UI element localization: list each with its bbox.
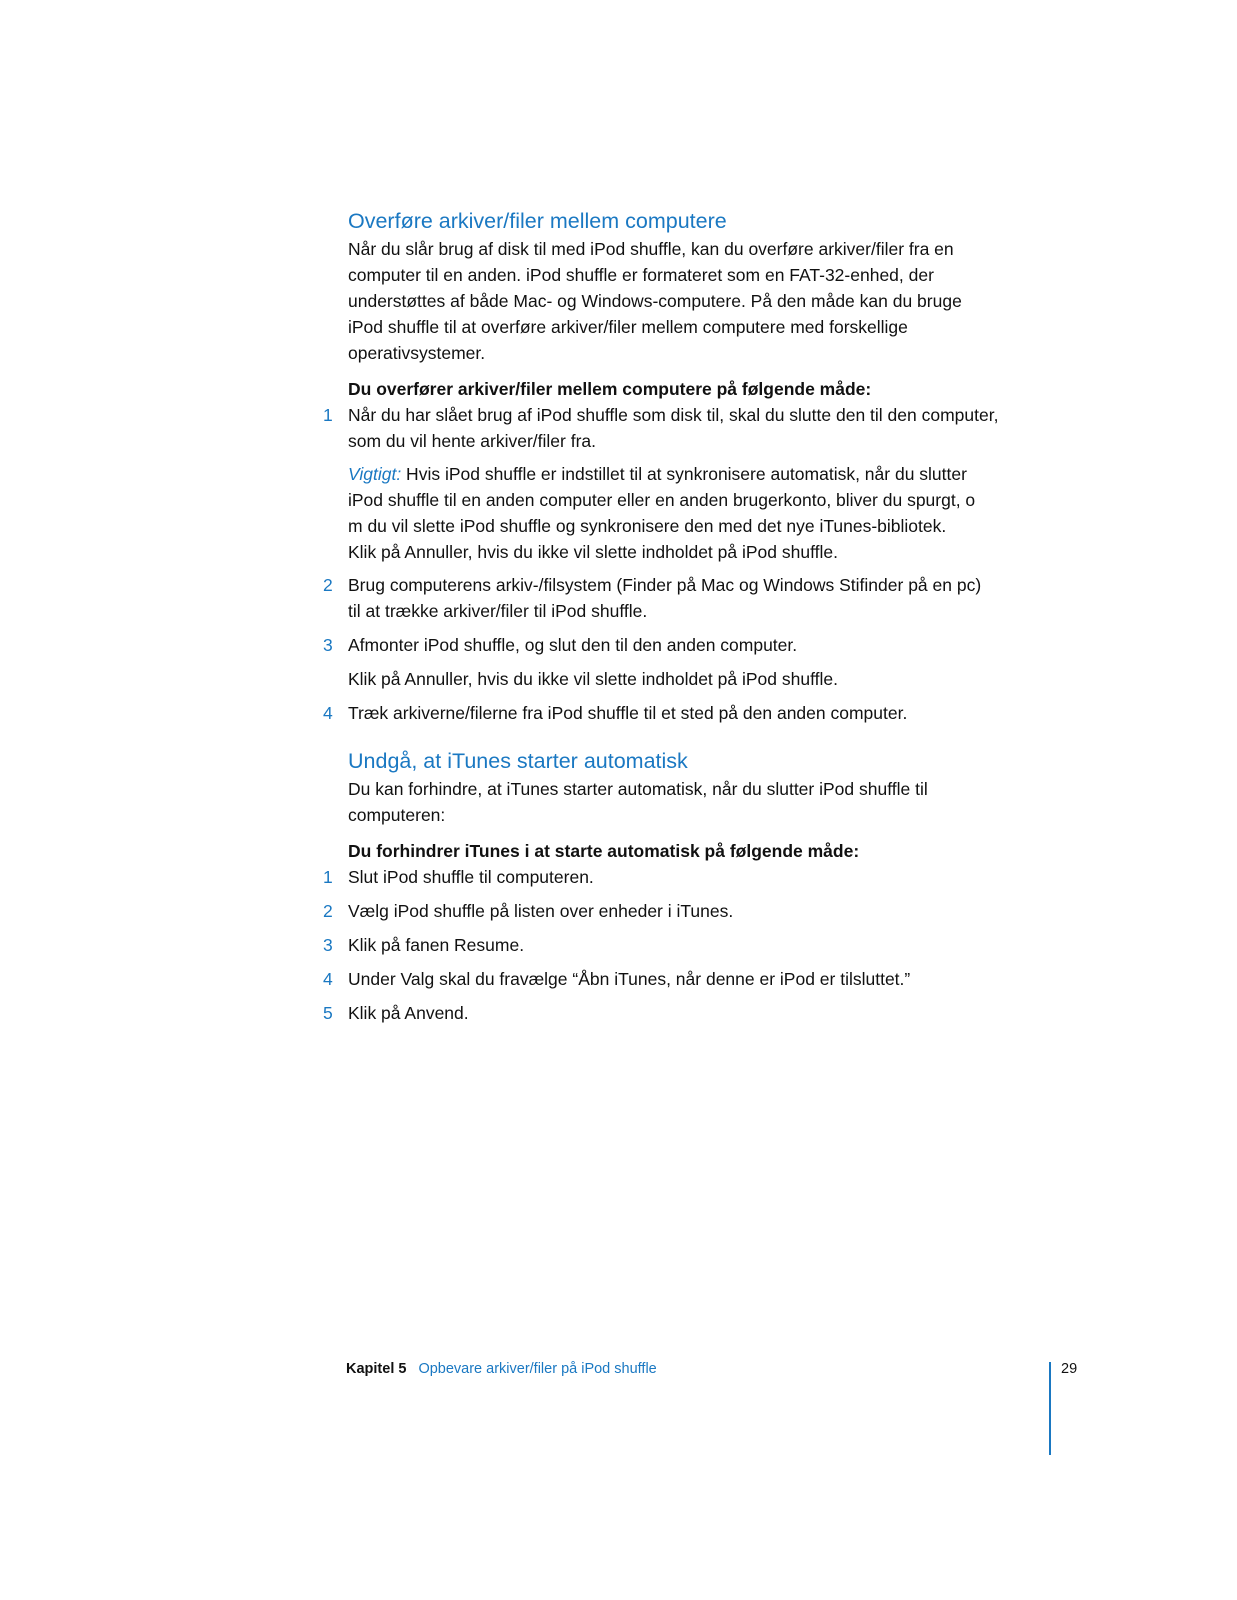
step-note: Klik på Annuller, hvis du ikke vil slette indholdet på iPod shuffle. <box>348 669 838 689</box>
important-text-line: m du vil slette iPod shuffle og synkronisere den med det nye iTunes-bibliotek. <box>348 516 947 536</box>
procedure-lead-itunes: Du forhindrer iTunes i at starte automatisk på følgende måde: <box>348 841 860 861</box>
step-item <box>323 864 1048 890</box>
step-number: 4 <box>323 969 333 989</box>
step-text: Klik på Anvend. <box>348 1003 469 1023</box>
intro-line: Når du slår brug af disk til med iPod shuffle, kan du overføre arkiver/filer fra en <box>348 239 954 259</box>
step-number: 3 <box>323 635 333 655</box>
step-item <box>323 898 1048 924</box>
step-item <box>323 1000 1048 1026</box>
step-number: 5 <box>323 1003 333 1023</box>
footer-divider <box>1049 1362 1051 1455</box>
important-text-line: Klik på Annuller, hvis du ikke vil slette indholdet på iPod shuffle. <box>348 542 838 562</box>
step-text: Afmonter iPod shuffle, og slut den til den anden computer. <box>348 635 798 655</box>
step-text-line: som du vil hente arkiver/filer fra. <box>348 431 597 451</box>
intro-line: iPod shuffle til at overføre arkiver/filer mellem computere med forskellige <box>348 317 908 337</box>
important-label: Vigtigt: <box>348 464 402 484</box>
section-intro-itunes <box>348 776 1048 828</box>
step-item <box>323 700 1048 726</box>
step-text-line: Når du har slået brug af iPod shuffle som disk til, skal du slutte den til den computer, <box>348 405 999 425</box>
step-number: 3 <box>323 935 333 955</box>
intro-line: Du kan forhindre, at iTunes starter automatisk, når du slutter iPod shuffle til <box>348 779 928 799</box>
step-item <box>323 572 1048 624</box>
step-item <box>323 932 1048 958</box>
step-number: 4 <box>323 703 333 723</box>
step-item <box>323 966 1048 992</box>
intro-line: computeren: <box>348 805 446 825</box>
page-content <box>323 206 1048 1026</box>
step-text: Vælg iPod shuffle på listen over enheder i iTunes. <box>348 901 734 921</box>
intro-line: operativsystemer. <box>348 343 486 363</box>
section-heading-itunes: Undgå, at iTunes starter automatisk <box>348 749 688 773</box>
footer-chapter: Kapitel 5 <box>346 1361 407 1377</box>
step-text: Slut iPod shuffle til computeren. <box>348 867 594 887</box>
section-intro-transfer <box>348 236 1048 366</box>
important-note <box>348 461 1048 565</box>
step-item <box>323 402 1048 454</box>
step-text-line: til at trække arkiver/filer til iPod shuffle. <box>348 601 648 621</box>
step-text-line: Brug computerens arkiv-/filsystem (Finder på Mac og Windows Stifinder på en pc) <box>348 575 982 595</box>
step-number: 1 <box>323 405 333 425</box>
step-number: 2 <box>323 901 333 921</box>
step-text: Klik på fanen Resume. <box>348 935 525 955</box>
step-number: 1 <box>323 867 333 887</box>
page-footer <box>346 1361 657 1377</box>
step-number: 2 <box>323 575 333 595</box>
step-text: Træk arkiverne/filerne fra iPod shuffle til et sted på den anden computer. <box>348 703 908 723</box>
procedure-lead-transfer: Du overfører arkiver/filer mellem computere på følgende måde: <box>348 379 872 399</box>
step-item <box>323 632 1048 658</box>
step-text: Under Valg skal du fravælge “Åbn iTunes, når denne er iPod er tilsluttet.” <box>348 969 911 989</box>
intro-line: computer til en anden. iPod shuffle er formateret som en FAT-32-enhed, der <box>348 265 934 285</box>
section-heading-transfer: Overføre arkiver/filer mellem computere <box>348 209 727 233</box>
important-text-line: iPod shuffle til en anden computer eller en anden brugerkonto, bliver du spurgt, o <box>348 490 976 510</box>
intro-line: understøttes af både Mac- og Windows-computere. På den måde kan du bruge <box>348 291 962 311</box>
footer-chapter-title: Opbevare arkiver/filer på iPod shuffle <box>418 1361 657 1377</box>
page-number: 29 <box>1061 1361 1078 1377</box>
important-text-line: Hvis iPod shuffle er indstillet til at synkronisere automatisk, når du slutter <box>401 464 967 484</box>
